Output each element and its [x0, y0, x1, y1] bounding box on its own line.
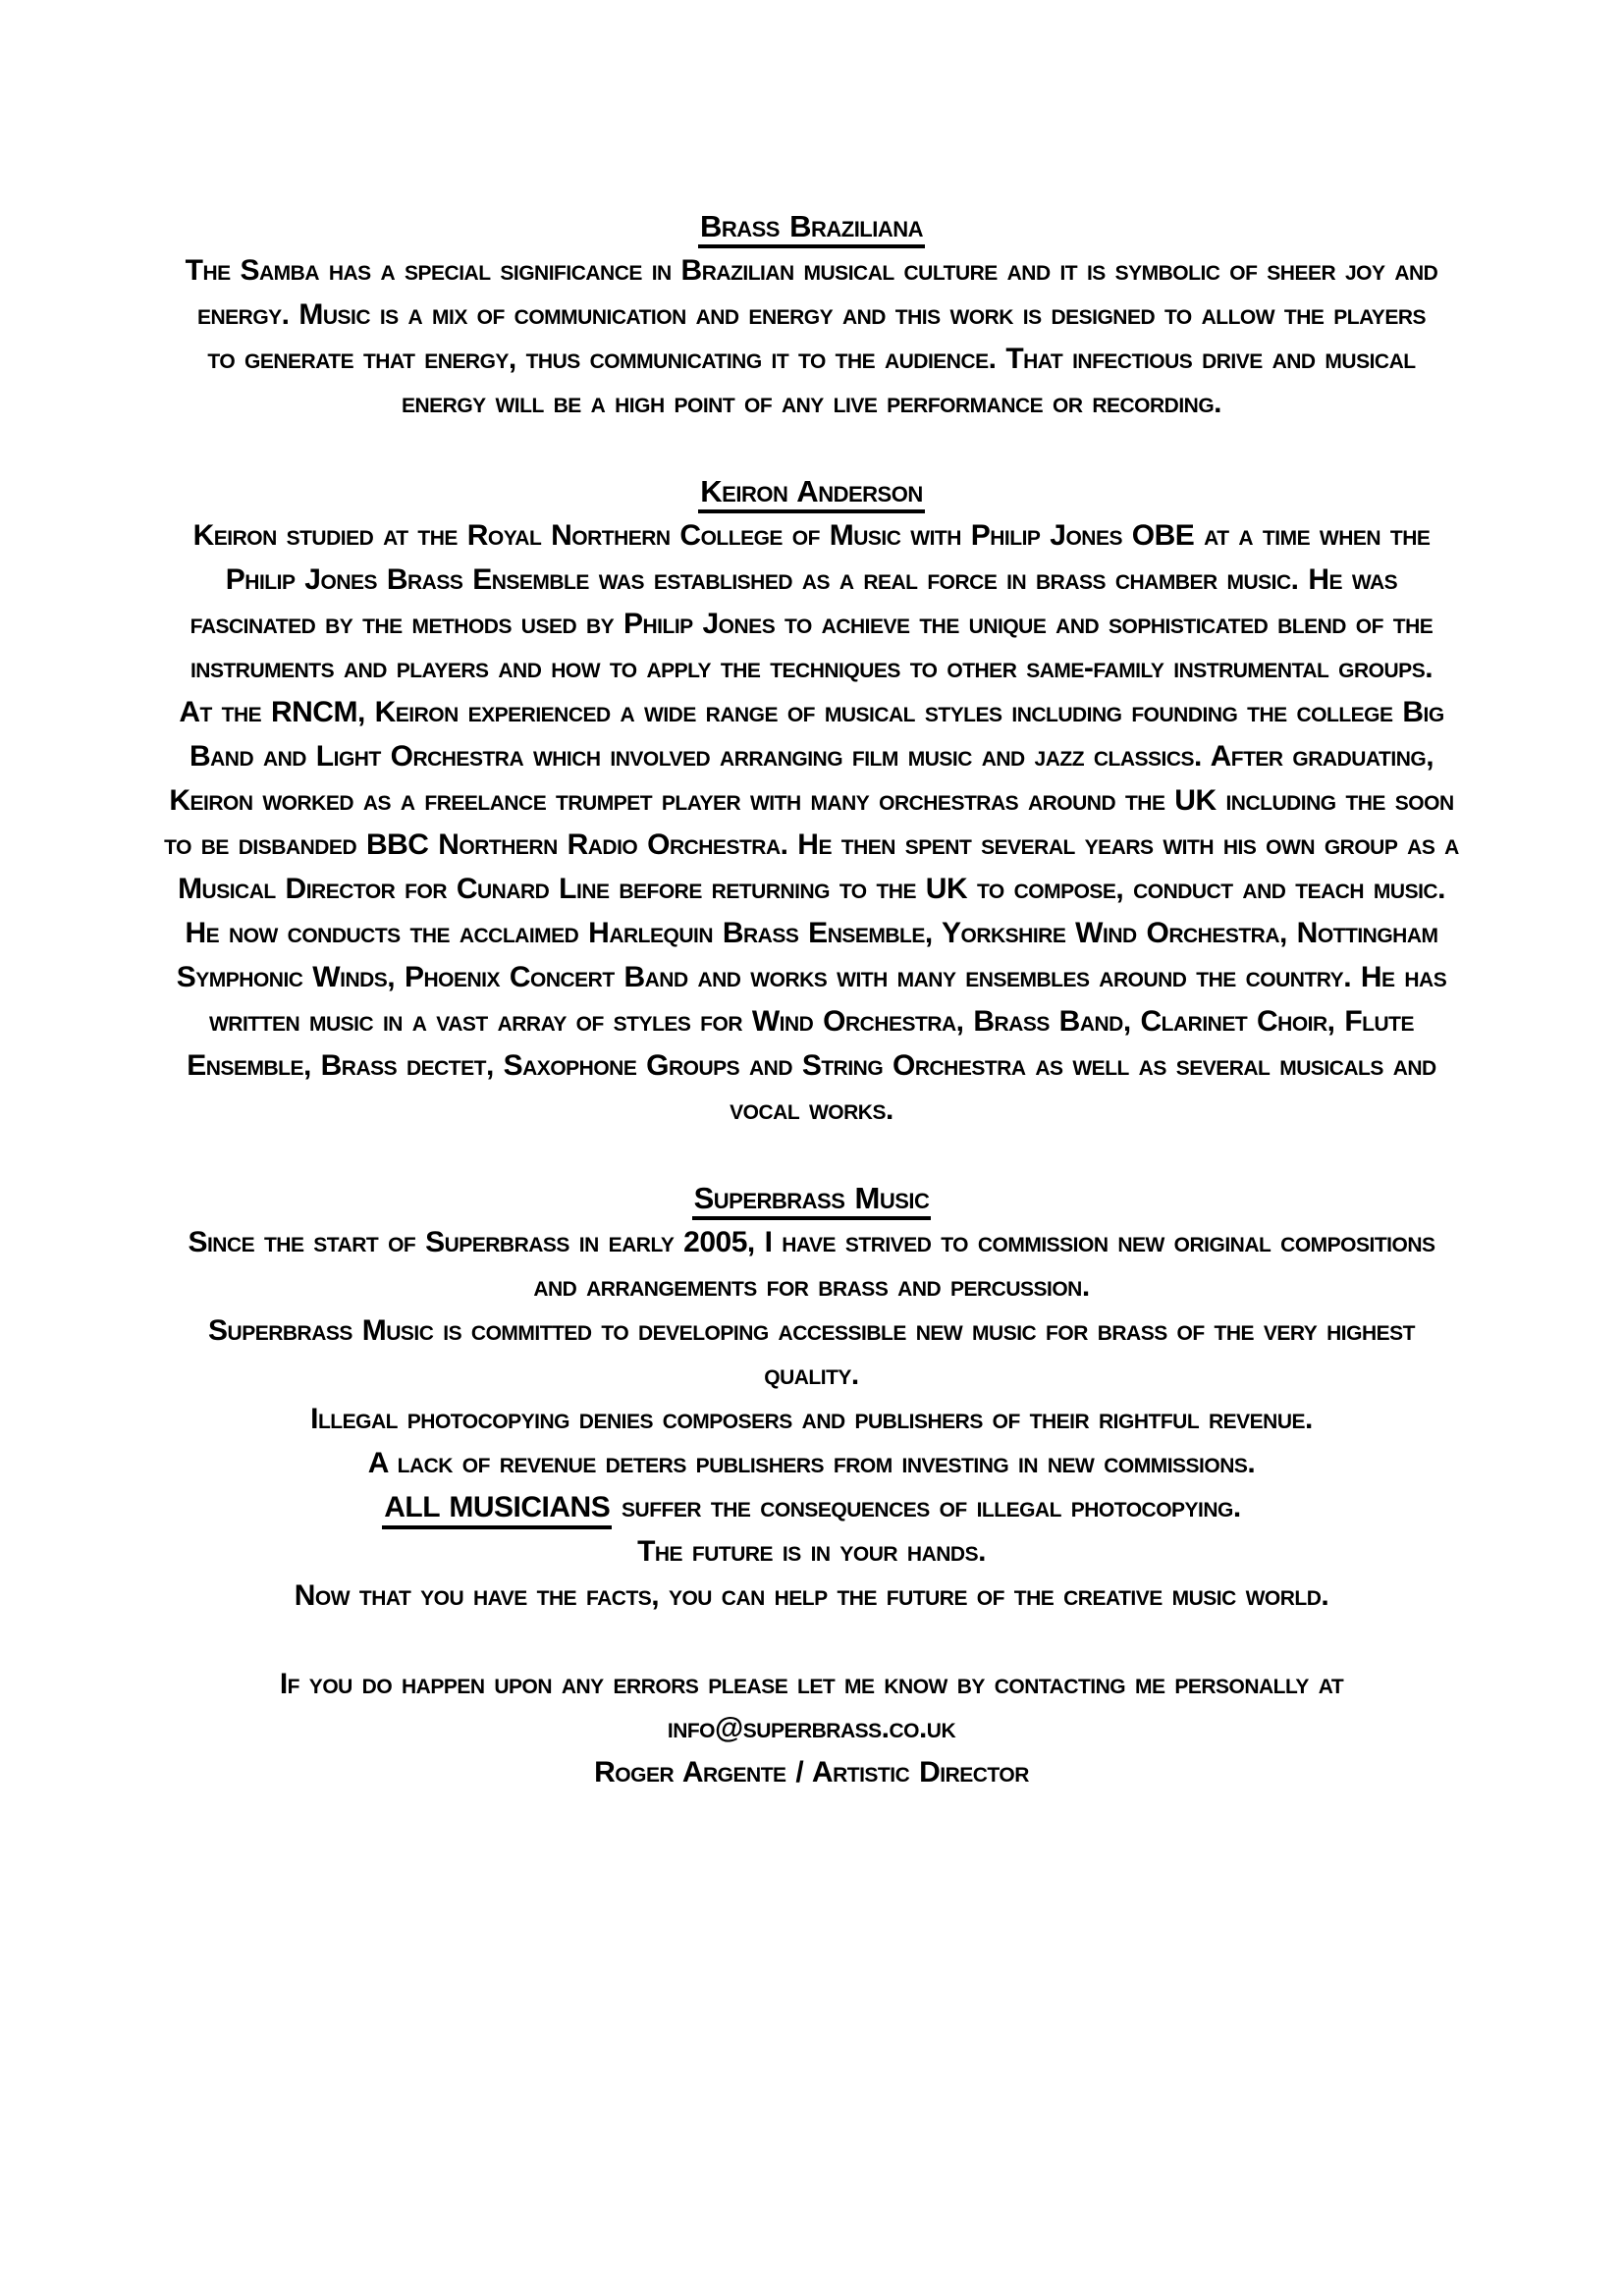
section-keiron-anderson — [0, 469, 1623, 1132]
text-line: Philip Jones Brass Ensemble was established as a real force in brass chamber music. He was — [225, 563, 1398, 596]
text-line: At the RNCM, Keiron experienced a wide range of musical styles including founding the college Big — [179, 696, 1444, 728]
text-line: Since the start of Superbrass in early 2005, I have strived to commission new original compositions — [188, 1226, 1435, 1258]
heading-underlined-text: Keiron Anderson — [698, 474, 924, 513]
signature-line: Roger Argente / Artistic Director — [594, 1756, 1029, 1789]
all-musicians-line — [0, 1485, 1623, 1529]
text-line: Ensemble, Brass dectet, Saxophone Groups and String Orchestra as well as several musicals and — [187, 1049, 1436, 1082]
text-line: Band and Light Orchestra which involved arranging film music and jazz classics. After graduating, — [189, 740, 1434, 773]
text-line: Musical Director for Cunard Line before returning to the UK to compose, conduct and teach music. — [178, 873, 1445, 905]
text-line: fascinated by the methods used by Philip Jones to achieve the unique and sophisticated blend of the — [189, 608, 1434, 640]
section-heading-keiron-anderson — [0, 469, 1623, 513]
section-heading-brass-braziliana — [0, 204, 1623, 248]
text-line: Now that you have the facts, you can help the future of the creative music world. — [294, 1579, 1329, 1612]
text-line: vocal works. — [730, 1094, 893, 1126]
all-musicians-rest: suffer the consequences of illegal photocopying. — [612, 1491, 1241, 1523]
text-line: The future is in your hands. — [637, 1535, 986, 1568]
text-line: and arrangements for brass and percussion. — [533, 1270, 1090, 1303]
text-line: energy will be a high point of any live performance or recording. — [401, 387, 1222, 419]
text-line: Illegal photocopying denies composers and publishers of their rightful revenue. — [310, 1403, 1313, 1435]
contact-line: If you do happen upon any errors please let me know by contacting me personally at — [279, 1668, 1344, 1700]
text-line: Superbrass Music is committed to developing accessible new music for brass of the very highest — [208, 1314, 1415, 1347]
text-line: to be disbanded BBC Northern Radio Orchestra. He then spent several years with his own group as a — [164, 828, 1459, 861]
heading-underlined-text: Brass Braziliana — [698, 209, 925, 248]
section-superbrass-music — [0, 1176, 1623, 1618]
text-line: instruments and players and how to apply the techniques to other same-family instrumental groups. — [189, 652, 1434, 684]
text-line: The Samba has a special significance in Brazilian musical culture and it is symbolic of sheer joy and — [185, 254, 1438, 287]
text-line: to generate that energy, thus communicating it to the audience. That infectious drive and musical — [207, 343, 1416, 375]
text-line: quality. — [764, 1359, 859, 1391]
text-line: energy. Music is a mix of communication and energy and this work is designed to allow the players — [196, 298, 1426, 331]
heading-underlined-text: Superbrass Music — [692, 1181, 932, 1220]
section-brass-braziliana — [0, 204, 1623, 425]
section-heading-superbrass-music — [0, 1176, 1623, 1220]
text-line: A lack of revenue deters publishers from investing in new commissions. — [367, 1447, 1256, 1479]
text-line: written music in a vast array of styles for Wind Orchestra, Brass Band, Clarinet Choir, Flute — [208, 1005, 1414, 1038]
contact-block — [0, 1662, 1623, 1794]
text-line: Keiron studied at the Royal Northern College of Music with Philip Jones OBE at a time when the — [192, 519, 1431, 552]
text-line: Keiron worked as a freelance trumpet player with many orchestras around the UK including the soon — [169, 784, 1454, 817]
text-line: Symphonic Winds, Phoenix Concert Band and works with many ensembles around the country. He has — [176, 961, 1447, 993]
all-musicians-underlined: ALL MUSICIANS — [382, 1490, 612, 1529]
text-line: He now conducts the acclaimed Harlequin Brass Ensemble, Yorkshire Wind Orchestra, Nottingham — [185, 917, 1438, 949]
email-address: info@superbrass.co.uk — [667, 1712, 956, 1744]
